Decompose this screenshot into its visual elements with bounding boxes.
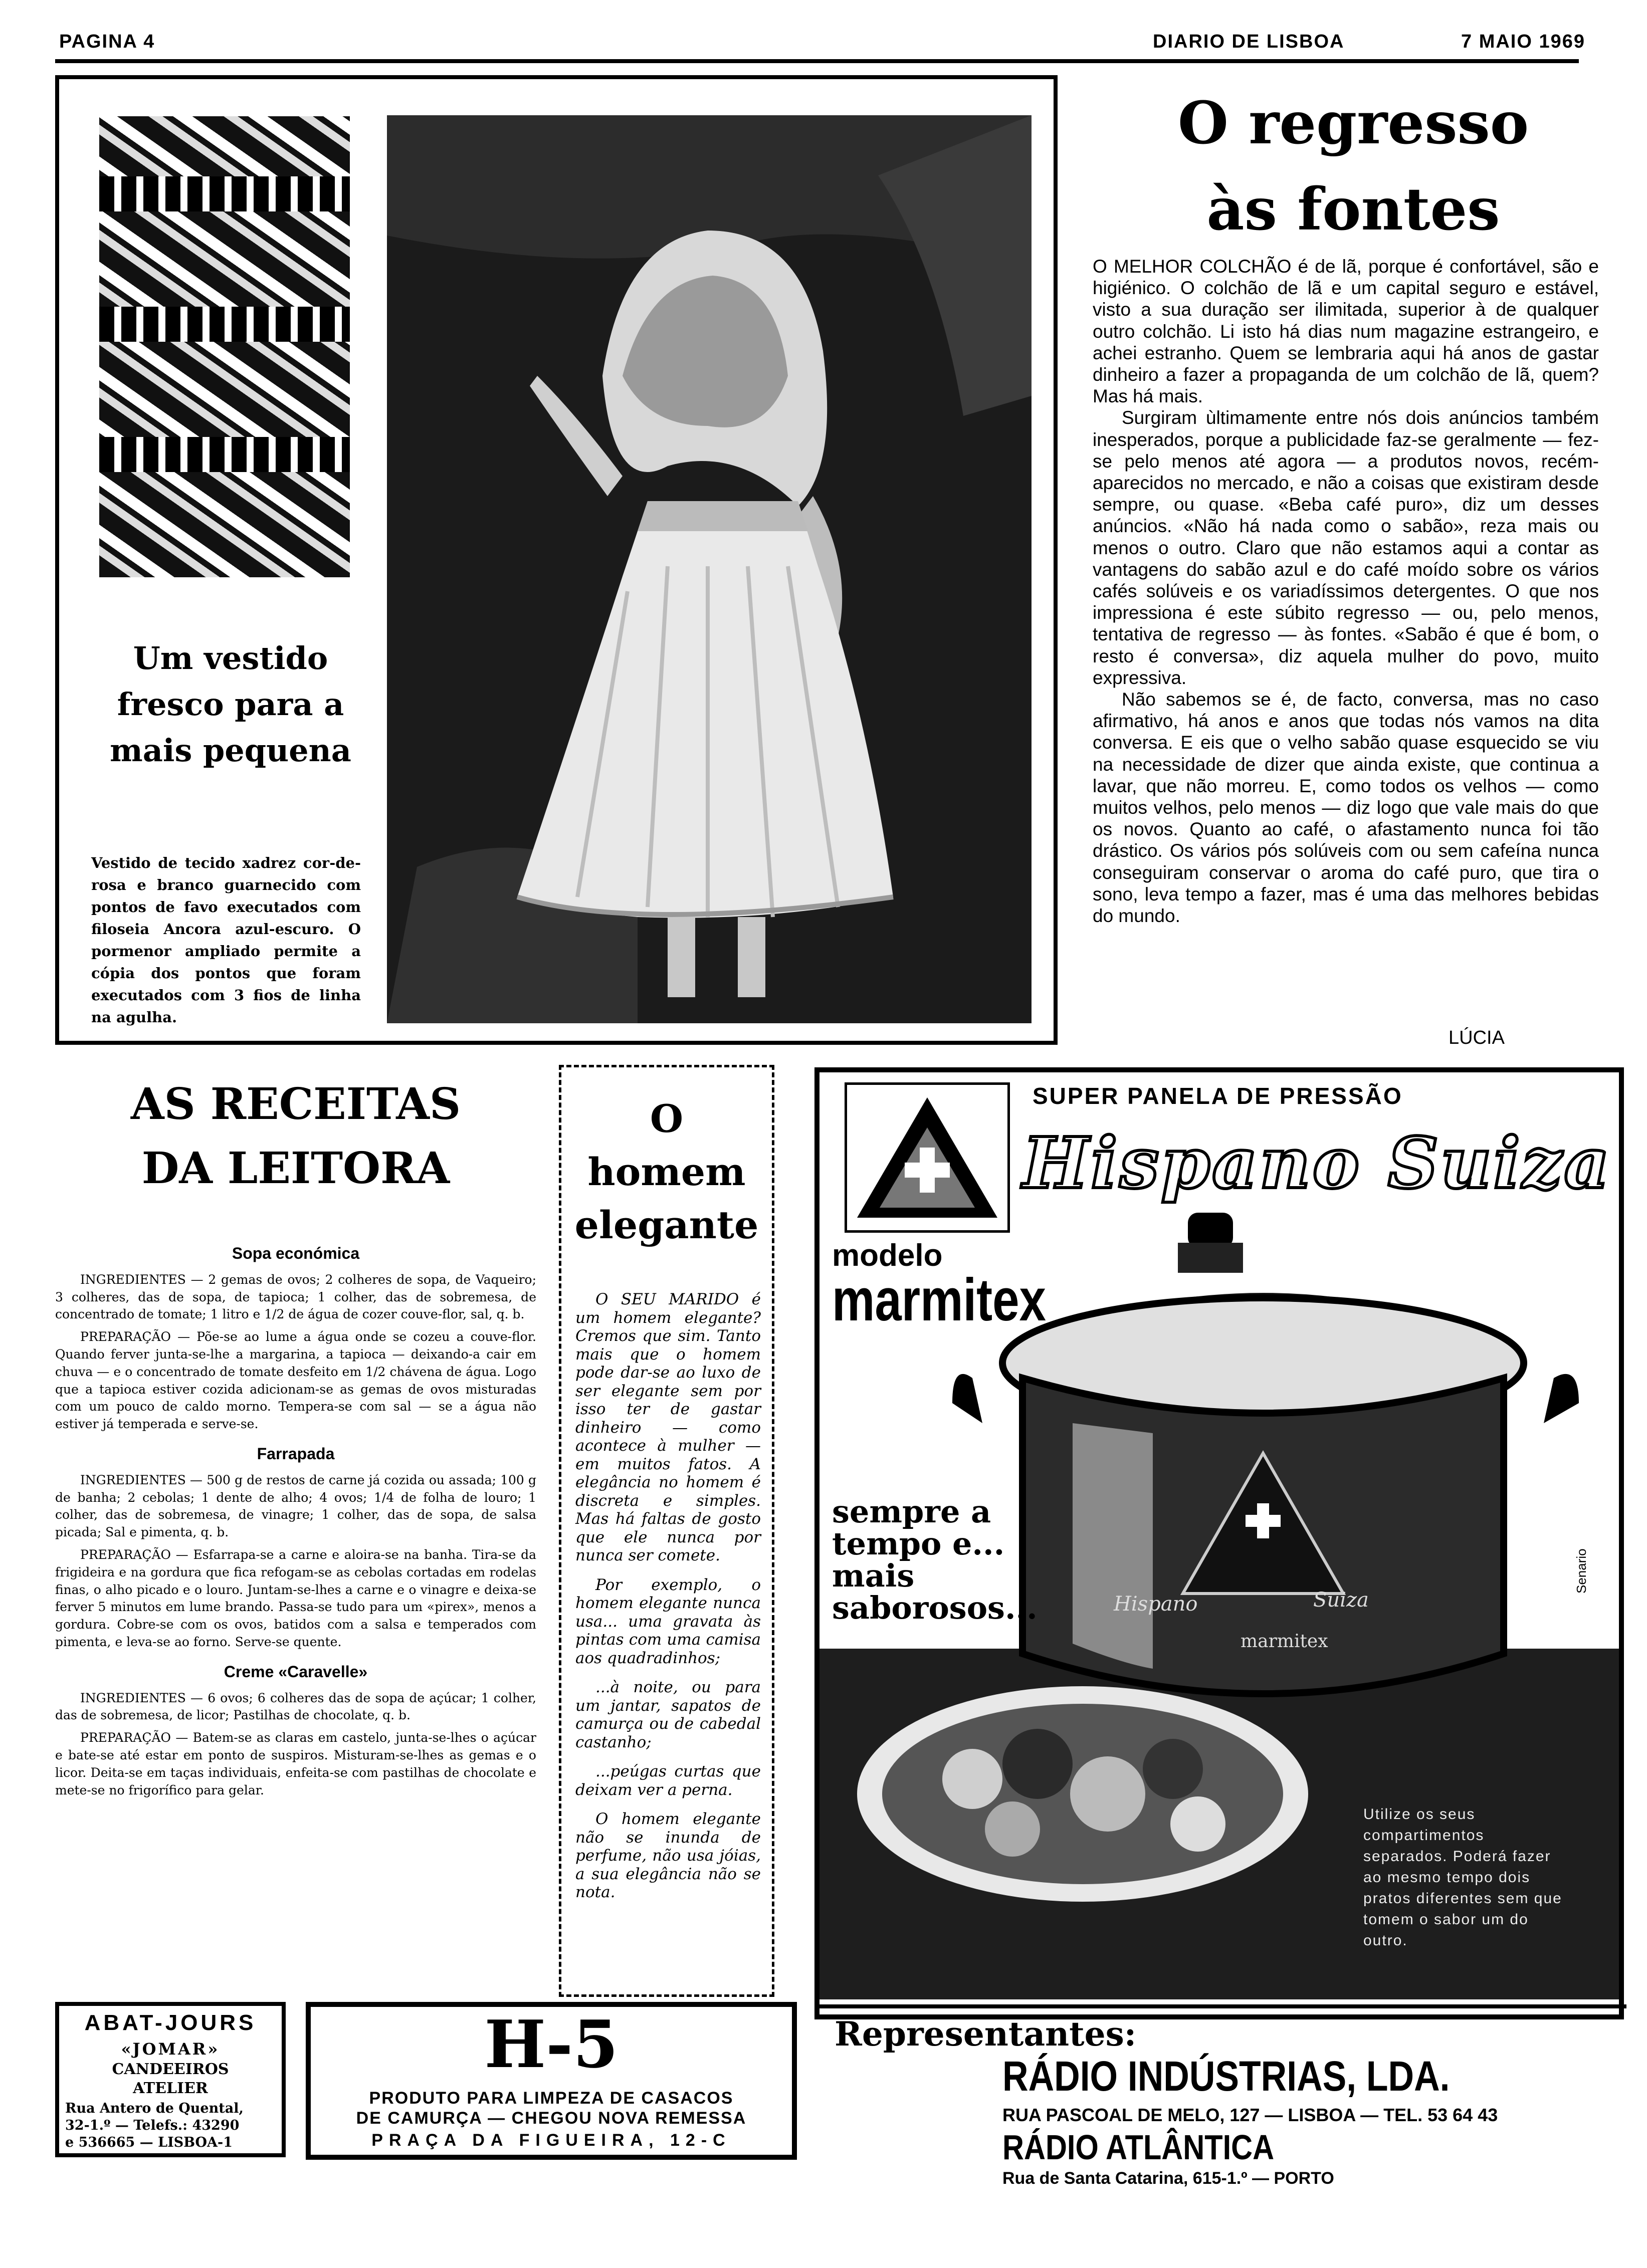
rep-rule [814, 2004, 1626, 2008]
homem-body [575, 1290, 761, 1913]
recipe-ingredients: INGREDIENTES — 500 g de restos de carne já cozida ou assada; 100 g de banha; 2 cebolas; 1 dente de alho; 4 ovos; 1/4 de folha de louro; 1 colher, das de sobremesa, de vinagre; 1 colher, das de sopa, de salsa picada; Sal e pimenta, q. b. [55, 1472, 536, 1540]
recipe-preparation: PREPARAÇÃO — Batem-se as claras em castelo, junta-se-lhes o açúcar e bate-se até estar em ponto de suspiros. Misturam-se-lhes as gemas e o licor. Deita-se em taças individuais, enfeita-se com pastilhas de chocolate e mete-se no frigorífico para gelar. [55, 1730, 536, 1797]
recipes-title [55, 1072, 536, 1201]
ad-brand: Hispano Suiza [1022, 1122, 1612, 1205]
homem-paragraph: Por exemplo, o homem elegante nunca usa... uma gravata às pintas com uma camisa aos quadradinhos; [575, 1575, 761, 1667]
recipe-name: Sopa económica [232, 1244, 360, 1262]
regresso-title [1103, 80, 1604, 253]
ad-headline: SUPER PANELA DE PRESSÃO [1033, 1083, 1403, 1109]
paper-name: DIARIO DE LISBOA [1153, 31, 1345, 52]
homem-paragraph: ...peúgas curtas que deixam ver a perna. [575, 1762, 761, 1799]
recipes-title-line1: AS RECEITAS [130, 1079, 461, 1129]
rep1-name: RÁDIO INDÚSTRIAS, LDA. [1002, 2053, 1450, 2100]
abat-line4: ATELIER [133, 2080, 208, 2097]
homem-title-line1: O [650, 1096, 684, 1141]
h5-line2: DE CAMURÇA — CHEGOU NOVA REMESSA [356, 2109, 747, 2128]
recipe-preparation: PREPARAÇÃO — Põe-se ao lume a água onde se cozeu a couve-flor. Quando ferver junta-se-lhe a margarina, a tapioca — deixando-a cair em chuva — e o concentrado de tomate desfeito em 1/2 chávena de água. Logo que a tapioca estiver cozida adicionam-se as gemas de ovos misturadas com um pouco de caldo morno. Tempera-se com sal — se a água não estiver já temperada e serve-se. [55, 1329, 536, 1432]
ad-model-name: marmitex [832, 1266, 1046, 1333]
header-rule [55, 59, 1579, 63]
regresso-paragraph: O MELHOR COLCHÃO é de lã, porque é confortável, são e higiénico. O colchão de lã e um capital seguro e estável, visto a sua duração ser ilimitada, superior à de qualquer outro colchão. Li isto há dias num magazine estrangeiro, e achei estranho. Quem se lembraria aqui há anos de gastar dinheiro a fazer a propaganda de um colchão de lã, quem? Mas há mais. [1093, 256, 1599, 407]
girl-dress-illustration [387, 115, 1032, 1023]
regresso-title-line1: O regresso [1177, 89, 1529, 157]
recipe-name: Creme «Caravelle» [224, 1662, 368, 1681]
recipes-body [55, 1233, 536, 1804]
dress-description: Vestido de tecido xadrez cor-de-rosa e branco guarnecido com pontos de favo executados com filoseia Ancora azul-escuro. O pormenor ampliado permite a cópia dos pontos que foram executados com 3 fios de linha na agulha. [91, 854, 361, 1026]
rep2-address: Rua de Santa Catarina, 615-1.º — PORTO [1002, 2169, 1334, 2188]
recipe-ingredients: INGREDIENTES — 6 ovos; 6 colheres das de sopa de açúcar; 1 colher, das de sobremesa, de licor; Pastilhas de chocolate, q. b. [55, 1690, 536, 1723]
lid-brand-left: Hispano [1114, 1593, 1198, 1616]
h5-line1: PRODUTO PARA LIMPEZA DE CASACOS [369, 2089, 734, 2108]
homem-paragraph: O homem elegante não se inunda de perfume, não usa jóias, a sua elegância não se nota. [575, 1810, 761, 1901]
ad-model-label: modelo [832, 1238, 943, 1273]
girl-dress-photo [387, 115, 1032, 1023]
representantes-label: Representantes: [835, 2014, 1137, 2054]
page-label: PAGINA 4 [59, 31, 155, 52]
recipe-preparation: PREPARAÇÃO — Esfarrapa-se a carne e aloira-se na banha. Tira-se da frigideira e na gordura que fica refogam-se as cebolas cortadas em rodelas finas, o alho picado e o louro. Juntam-se-lhes a carne e o vinagre e deixa-se ferver 5 minutos em lume brando. Passa-se tudo para um «pirex», menos a gordura. Cobre-se com os ovos, batidos com a salsa e temperados com pimenta, e leva-se ao forno. Serve-se quente. [55, 1547, 536, 1649]
h5-title: H-5 [484, 2006, 619, 2083]
homem-title-line2: homem [587, 1150, 746, 1194]
rep1-address: RUA PASCOAL DE MELO, 127 — LISBOA — TEL. 53 64 43 [1002, 2105, 1498, 2125]
regresso-title-line2: às fontes [1206, 175, 1500, 244]
lid-model-name: marmitex [1241, 1631, 1328, 1652]
homem-paragraph: O SEU MARIDO é um homem elegante? Cremos que sim. Tanto mais que o homem pode dar-se ao luxo de ser elegante sem por isso ter de gastar dinheiro — como acontece à mulher — em muitos fatos. A elegância no homem é discreta e simples. Mas há faltas de gosto que ele nunca por nunca ser comete. [575, 1290, 761, 1564]
abat-address2: 32-1.º — Telefs.: 43290 [65, 2118, 240, 2133]
regresso-body [1093, 256, 1599, 927]
lid-brand-right: Suiza [1313, 1589, 1369, 1612]
issue-date: 7 MAIO 1969 [1461, 31, 1585, 52]
recipes-title-line2: DA LEITORA [141, 1143, 450, 1194]
homem-title [561, 1092, 772, 1252]
homem-title-line3: elegante [574, 1203, 759, 1247]
recipe-ingredients: INGREDIENTES — 2 gemas de ovos; 2 colheres de sopa, de Vaqueiro; 3 colheres, das de sopa, de tapioca; 1 colher, das de sobremesa, de concentrado de tomate; 1 litro e 1/2 de água de cozer couve-flor, sal, q. b. [55, 1272, 536, 1322]
abat-line3: CANDEEIROS [112, 2061, 229, 2078]
dress-title: Um vestido fresco para a mais pequena [110, 640, 351, 769]
ad-blurb: Utilize os seus compartimentos separados. Poderá fazer ao mesmo tempo dois pratos diferentes sem que tomem o sabor um do outro. [1363, 1806, 1562, 1949]
regresso-paragraph: Surgiram ùltimamente entre nós dois anúncios também inesperados, porque a publicidade faz-se geralmente — fez-se pelo menos até agora — a produtos novos, recém-aparecidos no mercado, e não a coisas que existiram desde sempre, ou quase. «Beba café puro», diz um desses anúncios. «Não há nada como o sabão», reza mais ou menos o outro. Claro que não estamos aqui a contar as vantagens do sabão azul e do café moído sobre os vários cafés solúveis e os variadíssimos detergentes. O que nos impressiona é este súbito regresso — ou, pelo menos, tentativa de regresso — às fontes. «Sabão é que é bom, o resto é conversa», diz aquela mulher do povo, muito expressiva. [1093, 407, 1599, 688]
abat-line2: «JOMAR» [121, 2039, 220, 2059]
ad-slogan: sempre a tempo e... mais saborosos... [832, 1493, 1038, 1626]
author-signature: LÚCIA [1449, 1027, 1505, 1048]
rep2-name: RÁDIO ATLÂNTICA [1002, 2128, 1275, 2167]
recipe-name: Farrapada [257, 1444, 335, 1463]
homem-paragraph: ...à noite, ou para um jantar, sapatos de camurça ou de cabedal castanho; [575, 1678, 761, 1751]
h5-line3: PRAÇA DA FIGUEIRA, 12-C [371, 2131, 731, 2150]
abat-line1: ABAT-JOURS [84, 2010, 257, 2035]
triangle-logo-icon [845, 1082, 1010, 1233]
regresso-paragraph: Não sabemos se é, de facto, conversa, mas no caso afirmativo, há anos e anos que todas nós vamos na dita conversa. E eis que o velho sabão quase esquecido se viu na necessidade de dizer que ainda existe, que continua a lavar, que não morreu. E, como todos os velhos — como muitos velhos, pelo menos — diz logo que vale mais do que os novos. Quanto ao café, o afastamento nunca foi tão drástico. Os vários pós solúveis com ou sem cafeína nunca conseguiram conservar o aroma do café puro, que tira o sono, leva tempo a fazer, mas é uma das melhores bebidas do mundo. [1093, 689, 1599, 927]
ad-credit: Senario [1574, 1548, 1589, 1594]
abat-address1: Rua Antero de Quental, [65, 2101, 244, 2116]
pressure-cooker-illustration [942, 1213, 1594, 1754]
abat-address3: e 536665 — LISBOA-1 [65, 2135, 233, 2150]
fabric-detail-image [99, 116, 350, 577]
